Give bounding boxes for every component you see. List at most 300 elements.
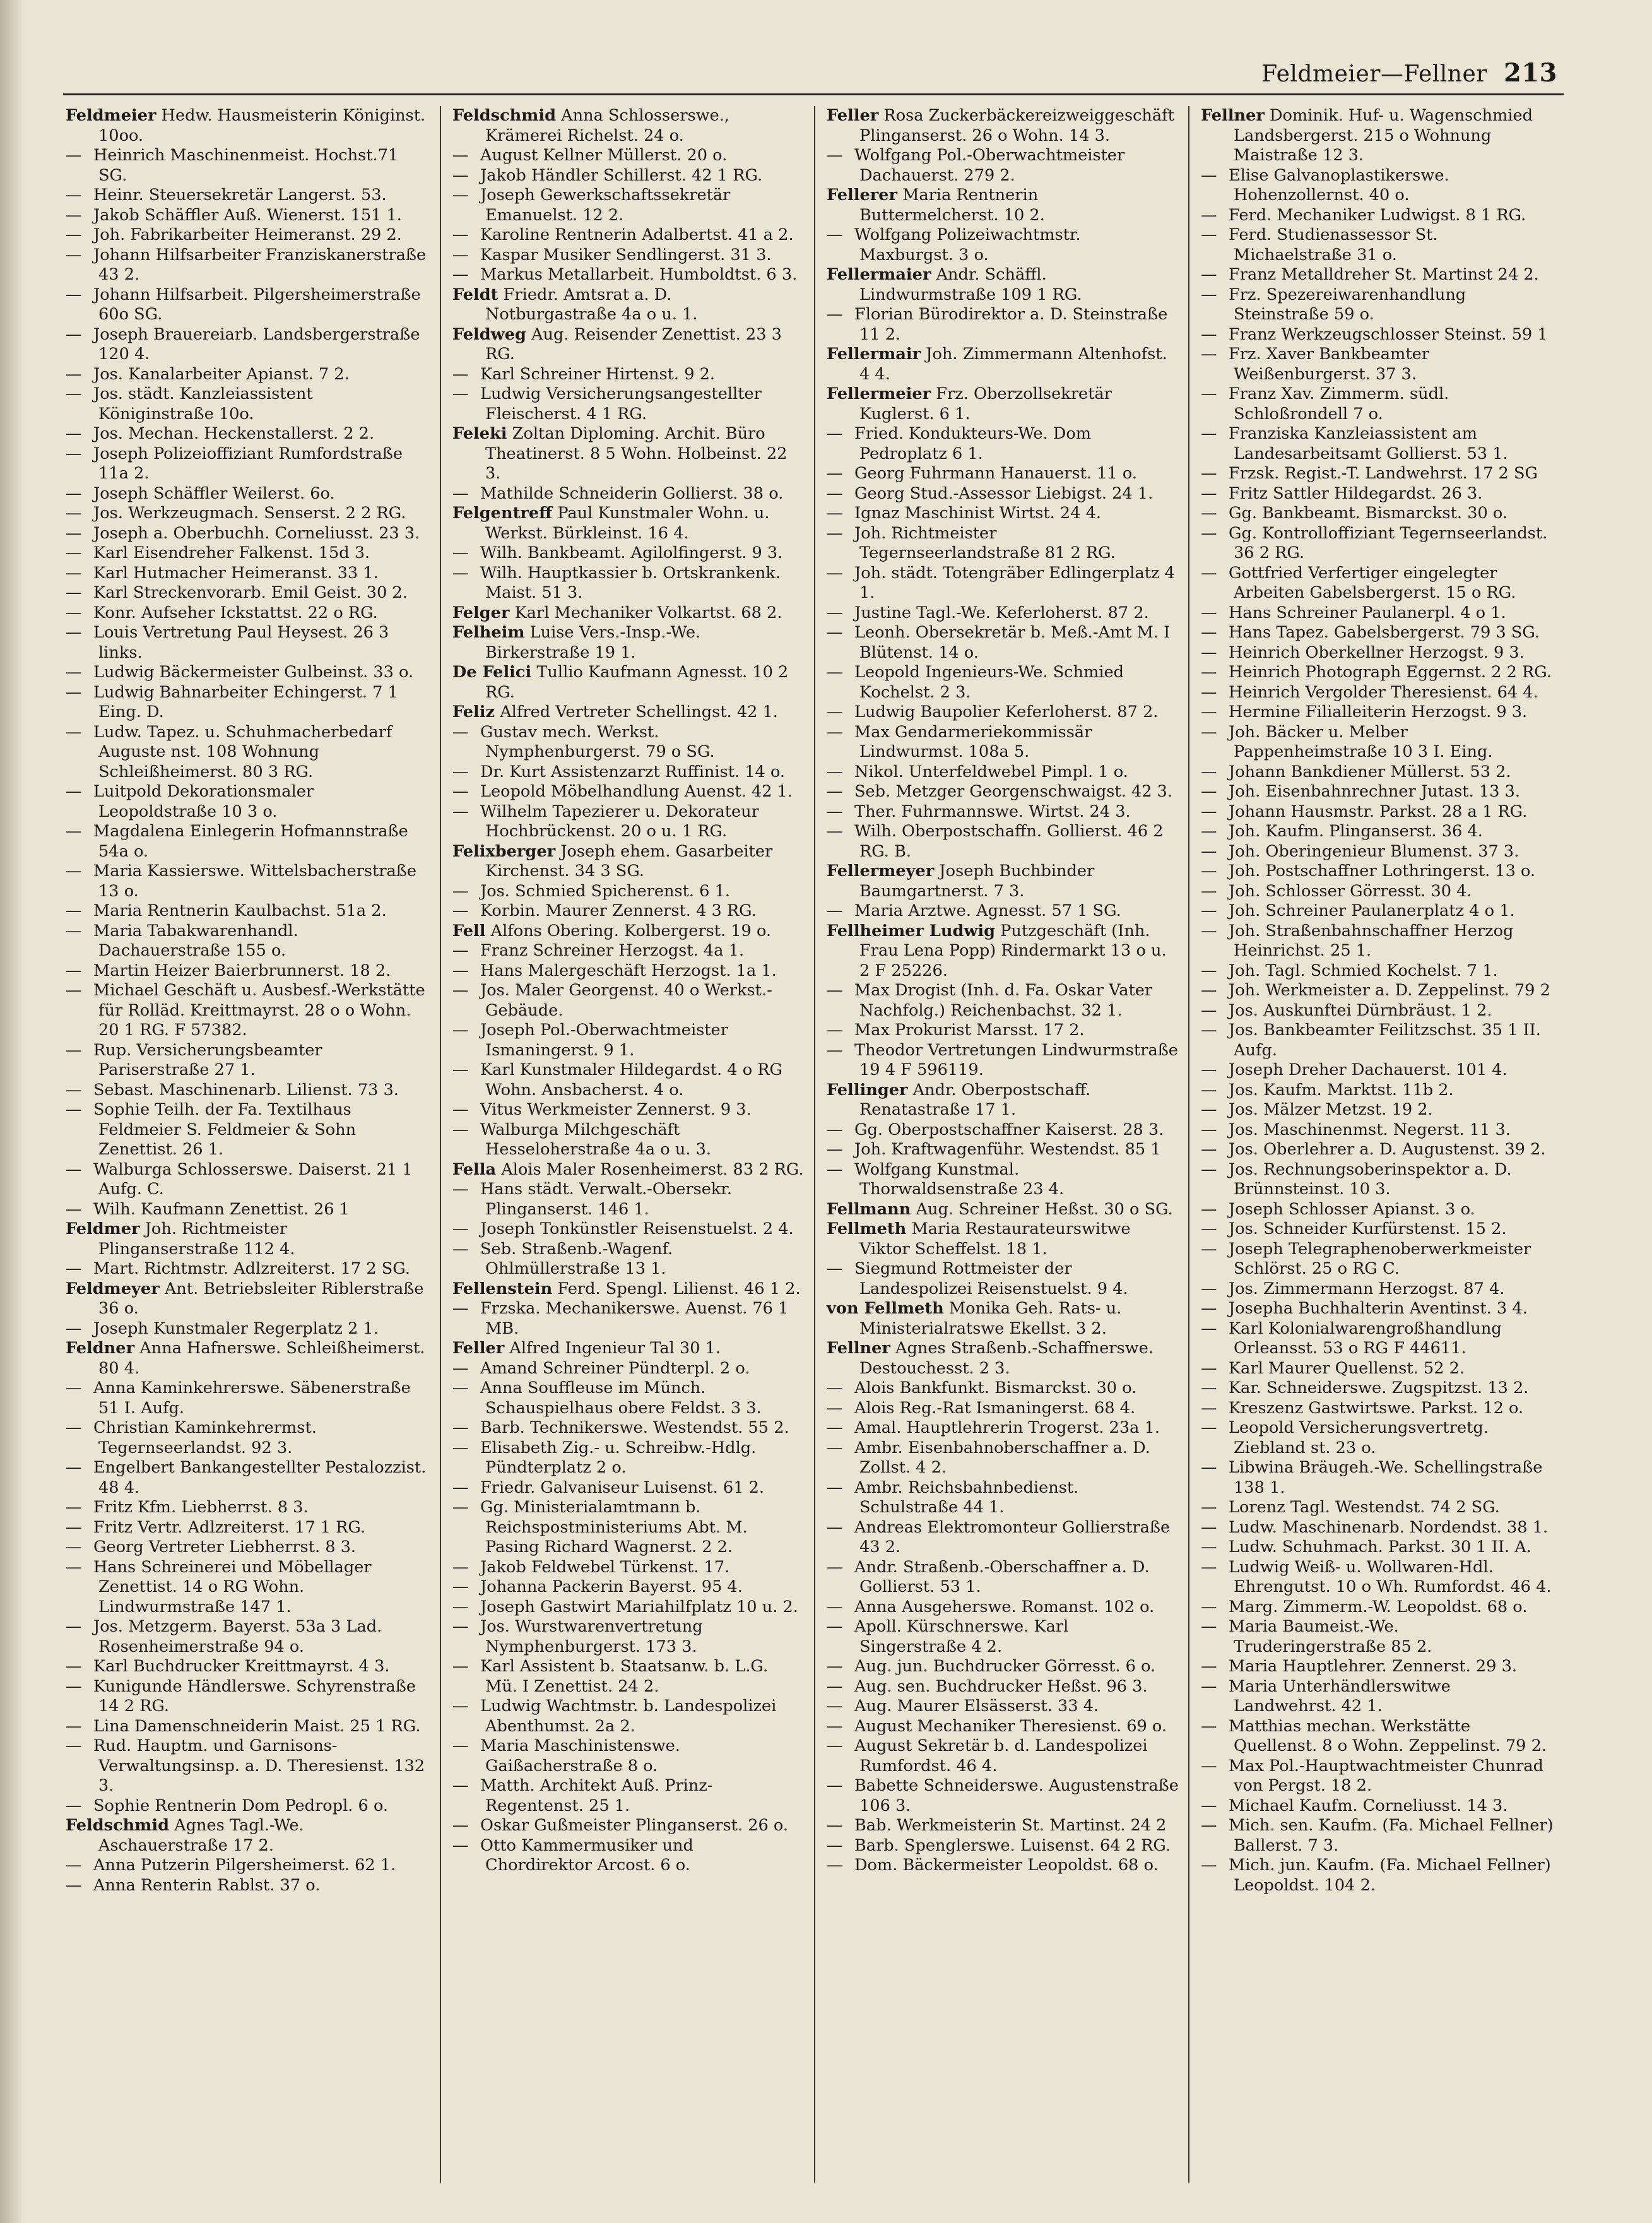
ditto-dash: — bbox=[827, 1378, 843, 1397]
directory-entry bbox=[827, 564, 1179, 603]
directory-entry-surname bbox=[452, 623, 805, 663]
directory-entry bbox=[452, 166, 805, 186]
ditto-dash: — bbox=[1201, 1358, 1217, 1378]
directory-entry bbox=[66, 822, 431, 862]
directory-entry bbox=[1201, 206, 1554, 226]
entry-text: Maria Rentnerin Buttermelcherst. 10 2. bbox=[859, 186, 1045, 225]
entry-text: Hans Schreiner Paulanerpl. 4 o 1. bbox=[1229, 603, 1506, 622]
ditto-dash: — bbox=[827, 1140, 843, 1159]
ditto-dash: — bbox=[452, 165, 469, 185]
directory-entry bbox=[452, 901, 805, 922]
directory-entry bbox=[66, 1458, 431, 1498]
entry-text: Karl Kolonialwarengroßhandlung Orleansst. 53 o RG F 44611. bbox=[1229, 1319, 1502, 1358]
directory-entry bbox=[66, 186, 431, 206]
entry-text: Franz Metalldreher St. Martinst 24 2. bbox=[1229, 265, 1539, 284]
entry-text: Siegmund Rottmeister der Landespolizei Reisenstuelst. 9 4. bbox=[854, 1259, 1128, 1298]
directory-entry bbox=[1201, 1120, 1554, 1141]
ditto-dash: — bbox=[827, 702, 843, 721]
entry-text: Vitus Werkmeister Zennerst. 9 3. bbox=[480, 1100, 752, 1119]
directory-entry bbox=[66, 623, 431, 663]
ditto-dash: — bbox=[827, 1438, 843, 1457]
entry-text: Joh. Schreiner Paulanerplatz 4 o 1. bbox=[1229, 901, 1515, 920]
entry-text: Karoline Rentnerin Adalbertst. 41 a 2. bbox=[480, 225, 794, 244]
directory-entry-surname bbox=[452, 1339, 805, 1359]
entry-text: Hans Malergeschäft Herzogst. 1a 1. bbox=[480, 961, 777, 980]
directory-entry bbox=[452, 146, 805, 166]
directory-entry-surname bbox=[827, 384, 1179, 424]
entry-text: Karl Eisendreher Falkenst. 15d 3. bbox=[93, 543, 370, 562]
directory-entry bbox=[452, 1299, 805, 1339]
ditto-dash: — bbox=[452, 1498, 469, 1517]
ditto-dash: — bbox=[1201, 563, 1217, 583]
entry-text: Andr. Oberpostschaff. Renatastraße 17 1. bbox=[859, 1080, 1091, 1119]
ditto-dash: — bbox=[827, 523, 843, 543]
ditto-dash: — bbox=[66, 782, 82, 801]
directory-entry-surname bbox=[827, 265, 1179, 305]
ditto-dash: — bbox=[1201, 1398, 1217, 1418]
ditto-dash: — bbox=[452, 881, 469, 901]
directory-entry-surname bbox=[452, 1160, 805, 1180]
directory-entry bbox=[452, 961, 805, 981]
entry-text: Luise Vers.-Insp.-We. Birkerstraße 19 1. bbox=[485, 623, 701, 662]
surname-heading: Fella bbox=[452, 1159, 497, 1179]
column-2 bbox=[440, 106, 814, 2183]
directory-entry bbox=[66, 1418, 431, 1458]
ditto-dash: — bbox=[66, 1557, 82, 1577]
entry-text: Fritz Kfm. Liebherrst. 8 3. bbox=[93, 1498, 309, 1517]
directory-entry bbox=[1201, 1021, 1554, 1060]
entry-text: Gottfried Verfertiger eingelegter Arbeiten Gabelsbergerst. 15 o RG. bbox=[1229, 563, 1516, 602]
entry-text: Jos. Metzgerm. Bayerst. 53a 3 Lad. Rosenheimerstraße 94 o. bbox=[93, 1617, 382, 1656]
directory-entry bbox=[452, 1378, 805, 1418]
directory-entry bbox=[827, 146, 1179, 186]
ditto-dash: — bbox=[1201, 225, 1217, 244]
ditto-dash: — bbox=[452, 782, 469, 801]
directory-entry bbox=[66, 723, 431, 783]
ditto-dash: — bbox=[827, 663, 843, 682]
entry-text: Ludw. Tapez. u. Schuhmacherbedarf Auguste nst. 108 Wohnung Schleißheimerst. 80 3 RG. bbox=[93, 722, 392, 781]
ditto-dash: — bbox=[452, 961, 469, 980]
ditto-dash: — bbox=[452, 981, 469, 1000]
ditto-dash: — bbox=[66, 1796, 82, 1815]
entry-text: Josepha Buchhalterin Aventinst. 3 4. bbox=[1229, 1299, 1528, 1318]
ditto-dash: — bbox=[1201, 1796, 1217, 1815]
entry-text: Joh. Bäcker u. Melber Pappenheimstraße 10 3 I. Eing. bbox=[1229, 722, 1493, 761]
entry-text: Dr. Kurt Assistenzarzt Ruffinist. 14 o. bbox=[480, 762, 786, 781]
entry-text: Anna Kaminkehrerswe. Säbenerstraße 51 I. Aufg. bbox=[93, 1378, 411, 1418]
entry-text: Gg. Kontrolloffiziant Tegernseerlandst. 36 2 RG. bbox=[1229, 523, 1548, 562]
ditto-dash: — bbox=[1201, 504, 1217, 523]
entry-text: Ludwig Bahnarbeiter Echingerst. 7 1 Eing. D. bbox=[93, 682, 398, 721]
entry-text: Maria Rentnerin Kaulbachst. 51a 2. bbox=[93, 901, 387, 920]
directory-entry bbox=[1201, 1617, 1554, 1657]
entry-text: Hans Schreinerei und Möbellager Zenettist. 14 o RG Wohn. Lindwurmstraße 147 1. bbox=[93, 1557, 372, 1616]
entry-text: Heinrich Maschinenmeist. Hochst.71 SG. bbox=[93, 146, 399, 185]
ditto-dash: — bbox=[827, 1697, 843, 1716]
entry-text: Louis Vertretung Paul Heysest. 26 3 links. bbox=[93, 623, 389, 662]
entry-text: Wolfgang Polizeiwachtmstr. Maxburgst. 3 o. bbox=[854, 225, 1081, 264]
directory-entry-surname bbox=[452, 285, 805, 325]
directory-entry bbox=[66, 1378, 431, 1418]
entry-text: Magdalena Einlegerin Hofmannstraße 54a o. bbox=[93, 822, 408, 861]
entry-text: Johann Bankdiener Müllerst. 53 2. bbox=[1229, 762, 1511, 781]
directory-entry-surname bbox=[827, 1219, 1179, 1259]
ditto-dash: — bbox=[66, 1498, 82, 1517]
ditto-dash: — bbox=[66, 543, 82, 562]
ditto-dash: — bbox=[827, 1398, 843, 1418]
ditto-dash: — bbox=[1201, 483, 1217, 503]
column-4 bbox=[1188, 106, 1562, 2183]
entry-text: Joseph ehem. Gasarbeiter Kirchenst. 34 3 SG. bbox=[485, 841, 773, 880]
ditto-dash: — bbox=[827, 1657, 843, 1676]
entry-text: Lina Damenschneiderin Maist. 25 1 RG. bbox=[93, 1716, 421, 1736]
entry-text: Joseph Schlosser Apianst. 3 o. bbox=[1229, 1199, 1475, 1219]
directory-entry bbox=[827, 623, 1179, 663]
entry-text: Libwina Bräugeh.-We. Schellingstraße 138 1. bbox=[1229, 1458, 1543, 1497]
directory-entry bbox=[827, 225, 1179, 265]
entry-text: Rosa Zuckerbäckereizweiggeschäft Plinganserst. 26 o Wohn. 14 3. bbox=[859, 106, 1174, 145]
directory-entry bbox=[66, 1736, 431, 1796]
entry-text: Gg. Ministerialamtmann b. Reichspostministeriums Abt. M. Pasing Richard Wagnerst. 2 2. bbox=[480, 1498, 748, 1556]
entry-text: Jos. Schmied Spicherenst. 6 1. bbox=[480, 881, 731, 901]
entry-text: Joh. Kaufm. Plinganserst. 36 4. bbox=[1229, 822, 1483, 841]
ditto-dash: — bbox=[1201, 682, 1217, 702]
ditto-dash: — bbox=[827, 563, 843, 583]
entry-text: Anna Souffleuse im Münch. Schauspielhaus obere Feldst. 3 3. bbox=[480, 1378, 762, 1418]
entry-text: Joh. Richtmeister Tegernseerlandstraße 81 2 RG. bbox=[854, 523, 1116, 562]
entry-text: Ambr. Eisenbahnoberschaffner a. D. Zollst. 4 2. bbox=[854, 1438, 1150, 1477]
entry-text: Joh. Fabrikarbeiter Heimeranst. 29 2. bbox=[93, 225, 402, 244]
ditto-dash: — bbox=[66, 205, 82, 225]
directory-entry bbox=[1201, 265, 1554, 285]
ditto-dash: — bbox=[827, 483, 843, 503]
entry-text: Joseph Kunstmaler Regerplatz 2 1. bbox=[93, 1319, 379, 1338]
ditto-dash: — bbox=[1201, 603, 1217, 622]
directory-entry bbox=[1201, 1140, 1554, 1160]
directory-entry bbox=[66, 981, 431, 1041]
directory-entry bbox=[1201, 1081, 1554, 1101]
directory-entry bbox=[452, 1736, 805, 1776]
directory-entry bbox=[66, 583, 431, 603]
directory-entry bbox=[1201, 1399, 1554, 1419]
header-rule bbox=[63, 93, 1564, 95]
entry-text: Engelbert Bankangestellter Pestalozzist. 48 4. bbox=[93, 1458, 427, 1497]
directory-entry bbox=[1201, 1060, 1554, 1081]
directory-entry bbox=[66, 1200, 431, 1220]
directory-entry bbox=[66, 1856, 431, 1876]
directory-entry bbox=[452, 484, 805, 504]
directory-entry-surname bbox=[827, 1200, 1179, 1220]
entry-text: Andr. Straßenb.-Oberschaffner a. D. Gollierst. 53 1. bbox=[854, 1557, 1150, 1596]
entry-text: Joh. Straßenbahnschaffner Herzog Heinrichst. 25 1. bbox=[1229, 921, 1514, 960]
ditto-dash: — bbox=[1201, 1856, 1217, 1875]
entry-text: Georg Fuhrmann Hanauerst. 11 o. bbox=[854, 464, 1138, 483]
entry-text: Johanna Packerin Bayerst. 95 4. bbox=[480, 1577, 743, 1596]
entry-text: Elise Galvanoplastikerswe. Hohenzollernst. 40 o. bbox=[1229, 165, 1449, 205]
directory-entry bbox=[66, 225, 431, 246]
entry-text: Matthias mechan. Werkstätte Quellenst. 8 o Wohn. Zeppelinst. 79 2. bbox=[1229, 1716, 1547, 1755]
ditto-dash: — bbox=[66, 583, 82, 602]
entry-text: Amand Schreiner Pündterpl. 2 o. bbox=[480, 1358, 750, 1378]
ditto-dash: — bbox=[452, 1736, 469, 1755]
surname-heading: Feliz bbox=[452, 702, 495, 721]
entry-text: Oskar Gußmeister Plinganserst. 26 o. bbox=[480, 1816, 789, 1835]
directory-entry bbox=[827, 1418, 1179, 1438]
directory-entry bbox=[66, 444, 431, 484]
entry-text: Barb. Technikerswe. Westendst. 55 2. bbox=[480, 1418, 789, 1437]
ditto-dash: — bbox=[1201, 782, 1217, 801]
ditto-dash: — bbox=[827, 1478, 843, 1497]
entry-text: Jos. Mechan. Heckenstallerst. 2 2. bbox=[93, 424, 375, 443]
ditto-dash: — bbox=[452, 1378, 469, 1397]
surname-heading: Feldweg bbox=[452, 324, 526, 344]
ditto-dash: — bbox=[66, 1517, 82, 1537]
directory-entry bbox=[1201, 504, 1554, 524]
directory-entry bbox=[66, 1319, 431, 1339]
ditto-dash: — bbox=[66, 1100, 82, 1119]
ditto-dash: — bbox=[1201, 1239, 1217, 1259]
ditto-dash: — bbox=[452, 265, 469, 284]
directory-entry bbox=[1201, 643, 1554, 663]
directory-entry bbox=[1201, 1717, 1554, 1757]
directory-entry bbox=[827, 1041, 1179, 1081]
directory-entry bbox=[827, 1657, 1179, 1677]
directory-entry bbox=[452, 882, 805, 902]
ditto-dash: — bbox=[827, 1021, 843, 1040]
entry-text: Joseph Telegraphenoberwerkmeister Schlörst. 25 o RG C. bbox=[1229, 1239, 1531, 1278]
ditto-dash: — bbox=[827, 305, 843, 324]
ditto-dash: — bbox=[827, 623, 843, 642]
ditto-dash: — bbox=[827, 1676, 843, 1696]
entry-text: Korbin. Maurer Zennerst. 4 3 RG. bbox=[480, 901, 757, 920]
ditto-dash: — bbox=[1201, 1617, 1217, 1636]
directory-entry bbox=[827, 1399, 1179, 1419]
directory-entry bbox=[66, 564, 431, 584]
directory-entry bbox=[1201, 1458, 1554, 1498]
directory-entry bbox=[827, 1677, 1179, 1697]
directory-entry bbox=[452, 1697, 805, 1736]
ditto-dash: — bbox=[66, 424, 82, 443]
ditto-dash: — bbox=[827, 1835, 843, 1855]
directory-entry bbox=[66, 504, 431, 524]
directory-entry bbox=[1201, 1558, 1554, 1598]
directory-entry-surname bbox=[452, 663, 805, 702]
entry-text: Joh. Eisenbahnrechner Jutast. 13 3. bbox=[1229, 782, 1520, 801]
directory-entry bbox=[1201, 166, 1554, 206]
entry-text: Georg Vertreter Liebherrst. 8 3. bbox=[93, 1538, 357, 1556]
ditto-dash: — bbox=[1201, 1657, 1217, 1676]
entry-text: Amal. Hauptlehrerin Trogerst. 23a 1. bbox=[854, 1418, 1160, 1437]
ditto-dash: — bbox=[452, 1438, 469, 1457]
directory-entry bbox=[827, 1378, 1179, 1399]
directory-entry bbox=[827, 1776, 1179, 1816]
surname-heading: Fellermaier bbox=[827, 265, 931, 284]
directory-entry bbox=[452, 265, 805, 285]
directory-entry bbox=[452, 225, 805, 246]
ditto-dash: — bbox=[1201, 1199, 1217, 1219]
ditto-dash: — bbox=[452, 1816, 469, 1835]
ditto-dash: — bbox=[452, 483, 469, 503]
ditto-dash: — bbox=[66, 862, 82, 880]
ditto-dash: — bbox=[827, 464, 843, 483]
ditto-dash: — bbox=[452, 1358, 469, 1378]
directory-entry bbox=[827, 782, 1179, 802]
directory-entry bbox=[452, 1776, 805, 1816]
entry-text: Fritz Vertr. Adlzreiterst. 17 1 RG. bbox=[93, 1517, 366, 1537]
ditto-dash: — bbox=[66, 663, 82, 682]
directory-entry-surname bbox=[827, 1299, 1179, 1339]
directory-entry bbox=[452, 1498, 805, 1558]
directory-entry bbox=[827, 901, 1179, 922]
entry-text: Sebast. Maschinenarb. Lilienst. 73 3. bbox=[93, 1080, 399, 1100]
directory-entry bbox=[827, 1160, 1179, 1200]
entry-text: Jos. Maler Georgenst. 40 o Werkst.-Gebäude. bbox=[480, 981, 772, 1020]
entry-text: Georg Stud.-Assessor Liebigst. 24 1. bbox=[854, 483, 1153, 503]
entry-text: Ther. Fuhrmannswe. Wirtst. 24 3. bbox=[854, 802, 1131, 821]
directory-entry bbox=[1201, 1359, 1554, 1379]
entry-text: Gg. Bankbeamt. Bismarckst. 30 o. bbox=[1229, 504, 1507, 523]
directory-entry bbox=[66, 1558, 431, 1618]
entry-text: Wilh. Oberpostschaffn. Gollierst. 46 2 RG. B. bbox=[854, 822, 1164, 861]
directory-entry bbox=[1201, 1219, 1554, 1240]
entry-text: Maria Restaurateurswitwe Viktor Scheffelst. 18 1. bbox=[859, 1219, 1131, 1259]
ditto-dash: — bbox=[1201, 324, 1217, 344]
entry-text: Apoll. Kürschnerswe. Karl Singerstraße 4 2. bbox=[854, 1617, 1069, 1656]
directory-entry bbox=[1201, 484, 1554, 504]
ditto-dash: — bbox=[66, 1199, 82, 1219]
directory-entry bbox=[66, 146, 431, 186]
ditto-dash: — bbox=[452, 941, 469, 960]
directory-entry bbox=[66, 424, 431, 444]
surname-heading: Feldmeyer bbox=[66, 1279, 160, 1298]
directory-entry bbox=[827, 822, 1179, 862]
ditto-dash: — bbox=[452, 225, 469, 244]
entry-text: Tullio Kaufmann Agnesst. 10 2 RG. bbox=[485, 663, 789, 702]
entry-text: Johann Hilfsarbeiter Franziskanerstraße 43 2. bbox=[93, 245, 427, 284]
entry-text: Joseph Tonkünstler Reisenstuelst. 2 4. bbox=[480, 1219, 794, 1238]
surname-heading: Fell bbox=[452, 921, 486, 940]
directory-entry bbox=[827, 981, 1179, 1021]
directory-entry-surname bbox=[66, 1279, 431, 1319]
directory-entry-surname bbox=[827, 345, 1179, 384]
entry-text: Jos. städt. Kanzleiassistent Königinstraße 10o. bbox=[93, 384, 313, 424]
entry-text: Frz. Spezereiwarenhandlung Steinstraße 59 o. bbox=[1229, 285, 1466, 324]
ditto-dash: — bbox=[1201, 384, 1217, 403]
entry-text: Agnes Straßenb.-Schaffnerswe. Destouchesst. 2 3. bbox=[859, 1339, 1153, 1378]
directory-entry bbox=[1201, 723, 1554, 762]
directory-entry bbox=[66, 384, 431, 424]
directory-entry-surname bbox=[452, 702, 805, 723]
directory-entry bbox=[1201, 1001, 1554, 1021]
surname-heading: De Felici bbox=[452, 663, 532, 682]
ditto-dash: — bbox=[1201, 1756, 1217, 1775]
ditto-dash: — bbox=[66, 1159, 82, 1179]
ditto-dash: — bbox=[452, 1697, 469, 1716]
directory-entry bbox=[1201, 1816, 1554, 1856]
ditto-dash: — bbox=[66, 563, 82, 583]
directory-entry bbox=[1201, 782, 1554, 802]
directory-entry bbox=[66, 1259, 431, 1279]
ditto-dash: — bbox=[827, 1040, 843, 1060]
directory-entry bbox=[66, 1100, 431, 1160]
directory-entry bbox=[452, 1617, 805, 1657]
entry-text: Jos. Rechnungsoberinspektor a. D. Brünnsteinst. 10 3. bbox=[1229, 1159, 1512, 1199]
ditto-dash: — bbox=[827, 822, 843, 841]
directory-entry bbox=[66, 922, 431, 961]
ditto-dash: — bbox=[1201, 822, 1217, 841]
entry-text: Rup. Versicherungsbeamter Pariserstraße 27 1. bbox=[93, 1040, 322, 1079]
ditto-dash: — bbox=[66, 1856, 82, 1875]
ditto-dash: — bbox=[1201, 205, 1217, 225]
directory-entry-surname bbox=[452, 842, 805, 882]
entry-text: Hans städt. Verwalt.-Obersekr. Plinganserst. 146 1. bbox=[480, 1180, 732, 1219]
entry-text: Friedr. Amtsrat a. D. Notburgastraße 4a o u. 1. bbox=[485, 285, 698, 324]
directory-entry bbox=[452, 1359, 805, 1379]
directory-entry bbox=[827, 723, 1179, 762]
entry-text: Max Gendarmeriekommissär Lindwurmst. 108a 5. bbox=[854, 722, 1092, 761]
entry-text: Marg. Zimmerm.-W. Leopoldst. 68 o. bbox=[1229, 1597, 1528, 1616]
directory-entry bbox=[1201, 603, 1554, 624]
ditto-dash: — bbox=[1201, 464, 1217, 483]
directory-entry bbox=[1201, 1279, 1554, 1300]
entry-text: Putzgeschäft (Inh. Frau Lena Popp) Rindermarkt 13 o u. 2 F 25226. bbox=[859, 921, 1167, 980]
ditto-dash: — bbox=[1201, 901, 1217, 920]
directory-entry bbox=[827, 1598, 1179, 1618]
entry-text: Ignaz Maschinist Wirtst. 24 4. bbox=[854, 504, 1102, 523]
directory-entry bbox=[827, 484, 1179, 504]
entry-text: Maria Tabakwarenhandl. Dachauerstraße 155 o. bbox=[93, 921, 298, 960]
entry-text: Heinrich Vergolder Theresienst. 64 4. bbox=[1229, 682, 1538, 702]
directory-entry bbox=[452, 1240, 805, 1279]
directory-entry bbox=[1201, 1498, 1554, 1518]
surname-heading: Fellermair bbox=[827, 345, 921, 364]
entry-text: Justine Tagl.-We. Keferloherst. 87 2. bbox=[854, 603, 1149, 622]
directory-entry-surname bbox=[452, 603, 805, 624]
ditto-dash: — bbox=[827, 802, 843, 821]
ditto-dash: — bbox=[452, 762, 469, 781]
directory-entry bbox=[1201, 1418, 1554, 1458]
directory-entry bbox=[66, 325, 431, 365]
entry-text: Maria Unterhändlerswitwe Landwehrst. 42 1. bbox=[1229, 1676, 1451, 1716]
entry-text: Joh. Tagl. Schmied Kochelst. 7 1. bbox=[1229, 961, 1498, 980]
directory-entry bbox=[1201, 981, 1554, 1001]
directory-entry bbox=[66, 285, 431, 325]
directory-entry bbox=[452, 1060, 805, 1100]
directory-entry bbox=[1201, 1856, 1554, 1895]
ditto-dash: — bbox=[1201, 981, 1217, 1000]
entry-text: Andr. Schäffl. Lindwurmstraße 109 1 RG. bbox=[859, 265, 1082, 304]
directory-entry bbox=[452, 782, 805, 802]
directory-entry-surname bbox=[827, 1081, 1179, 1120]
entry-text: Markus Metallarbeit. Humboldtst. 6 3. bbox=[480, 265, 798, 284]
entry-text: Jos. Oberlehrer a. D. Augustenst. 39 2. bbox=[1229, 1140, 1546, 1159]
surname-heading: Fellerer bbox=[827, 186, 898, 205]
entry-text: Walburga Milchgeschäft Hesseloherstraße 4a o u. 3. bbox=[480, 1120, 712, 1159]
directory-entry-surname bbox=[1201, 106, 1554, 166]
directory-entry bbox=[452, 941, 805, 961]
directory-entry bbox=[452, 1558, 805, 1578]
ditto-dash: — bbox=[1201, 1716, 1217, 1736]
entry-text: Alfred Ingenieur Tal 30 1. bbox=[509, 1339, 721, 1358]
ditto-dash: — bbox=[1201, 1538, 1217, 1556]
entry-text: Ambr. Reichsbahnbedienst. Schulstraße 44 1. bbox=[854, 1478, 1079, 1517]
directory-entry bbox=[66, 961, 431, 981]
ditto-dash: — bbox=[827, 1816, 843, 1835]
ditto-dash: — bbox=[1201, 663, 1217, 682]
directory-entry bbox=[452, 246, 805, 266]
ditto-dash: — bbox=[452, 1776, 469, 1795]
directory-entry bbox=[66, 901, 431, 922]
